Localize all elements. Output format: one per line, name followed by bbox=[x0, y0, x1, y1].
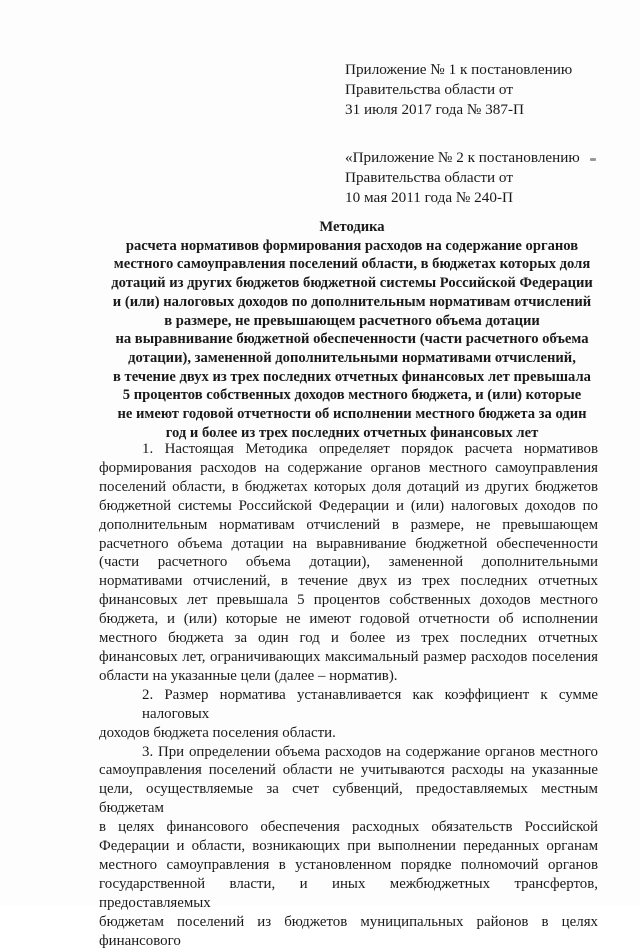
title-heading: Методика bbox=[92, 218, 612, 237]
appendix-2-header bbox=[345, 148, 615, 208]
body-line: поселений области, в бюджетах которых доля дотаций из других бюджетов bbox=[99, 478, 598, 497]
body-line: государственной власти, и иных межбюджетных трансфертов, предоставляемых bbox=[99, 875, 598, 913]
appendix-2-line: Правительства области от bbox=[345, 168, 615, 188]
appendix-1-line: Правительства области от bbox=[345, 80, 615, 100]
document-body bbox=[99, 440, 598, 950]
title-line: не имеют годовой отчетности об исполнении местного бюджета за один bbox=[92, 405, 612, 424]
body-line: нормативами отчислений, в течение двух из трех последних отчетных bbox=[99, 572, 598, 591]
body-line: бюджетной системы Российской Федерации и (или) налоговых доходов по bbox=[99, 497, 598, 516]
body-line: бюджетам поселений из бюджетов муниципальных районов в целях финансового bbox=[99, 913, 598, 950]
title-line: дотации), замененной дополнительными нормативами отчислений, bbox=[92, 349, 612, 368]
body-line: местного самоуправления в установленном порядке полномочий органов bbox=[99, 856, 598, 875]
body-line: финансовых лет, ограничивающих максимальный размер расходов поселения bbox=[99, 648, 598, 667]
title-line: и (или) налоговых доходов по дополнительным нормативам отчислений bbox=[92, 293, 612, 312]
body-line: расчетного объема дотации на выравнивание бюджетной обеспеченности bbox=[99, 535, 598, 554]
title-line: в размере, не превышающем расчетного объема дотации bbox=[92, 312, 612, 331]
title-line: местного самоуправления поселений области, в бюджетах которых доля bbox=[92, 255, 612, 274]
title-line: 5 процентов собственных доходов местного бюджета, и (или) которые bbox=[92, 386, 612, 405]
body-line: 2. Размер норматива устанавливается как коэффициент к сумме налоговых bbox=[99, 686, 598, 724]
appendix-2-line: 10 мая 2011 года № 240-П bbox=[345, 188, 615, 208]
body-line: местного бюджета за один год и более из трех последних отчетных bbox=[99, 629, 598, 648]
paragraph-2 bbox=[99, 686, 598, 743]
title-line: на выравнивание бюджетной обеспеченности (части расчетного объема bbox=[92, 330, 612, 349]
paragraph-1 bbox=[99, 440, 598, 686]
title-line: год и более из трех последних отчетных финансовых лет bbox=[92, 424, 612, 443]
appendix-1-line: 31 июля 2017 года № 387-П bbox=[345, 100, 615, 120]
title-line: расчета нормативов формирования расходов на содержание органов bbox=[92, 237, 612, 256]
body-line: области на указанные цели (далее – норматив). bbox=[99, 667, 598, 686]
body-line: бюджета, и (или) которые не имеют годовой отчетности об исполнении bbox=[99, 610, 598, 629]
document-title bbox=[92, 218, 612, 442]
body-line: в целях финансового обеспечения расходных обязательств Российской bbox=[99, 818, 598, 837]
body-line: (части расчетного объема дотации), замененной дополнительными bbox=[99, 553, 598, 572]
body-line: финансовых лет превышала 5 процентов собственных доходов местного bbox=[99, 591, 598, 610]
appendix-1-line: Приложение № 1 к постановлению bbox=[345, 60, 615, 80]
title-line: дотаций из других бюджетов бюджетной системы Российской Федерации bbox=[92, 274, 612, 293]
appendix-2-line: «Приложение № 2 к постановлению bbox=[345, 148, 615, 168]
body-line: 1. Настоящая Методика определяет порядок расчета нормативов bbox=[99, 440, 598, 459]
paragraph-3 bbox=[99, 743, 598, 950]
body-line: цели, осуществляемые за счет субвенций, предоставляемых местным бюджетам bbox=[99, 780, 598, 818]
body-line: Федерации и области, возникающих при выполнении переданных органам bbox=[99, 837, 598, 856]
title-line: в течение двух из трех последних отчетных финансовых лет превышала bbox=[92, 368, 612, 387]
body-line: самоуправления поселений области не учитываются расходы на указанные bbox=[99, 761, 598, 780]
appendix-1-header bbox=[345, 60, 615, 120]
body-line: 3. При определении объема расходов на содержание органов местного bbox=[99, 743, 598, 762]
body-line: доходов бюджета поселения области. bbox=[99, 724, 598, 743]
body-line: дополнительным нормативам отчислений в размере, не превышающем bbox=[99, 516, 598, 535]
body-line: формирования расходов на содержание органов местного самоуправления bbox=[99, 459, 598, 478]
